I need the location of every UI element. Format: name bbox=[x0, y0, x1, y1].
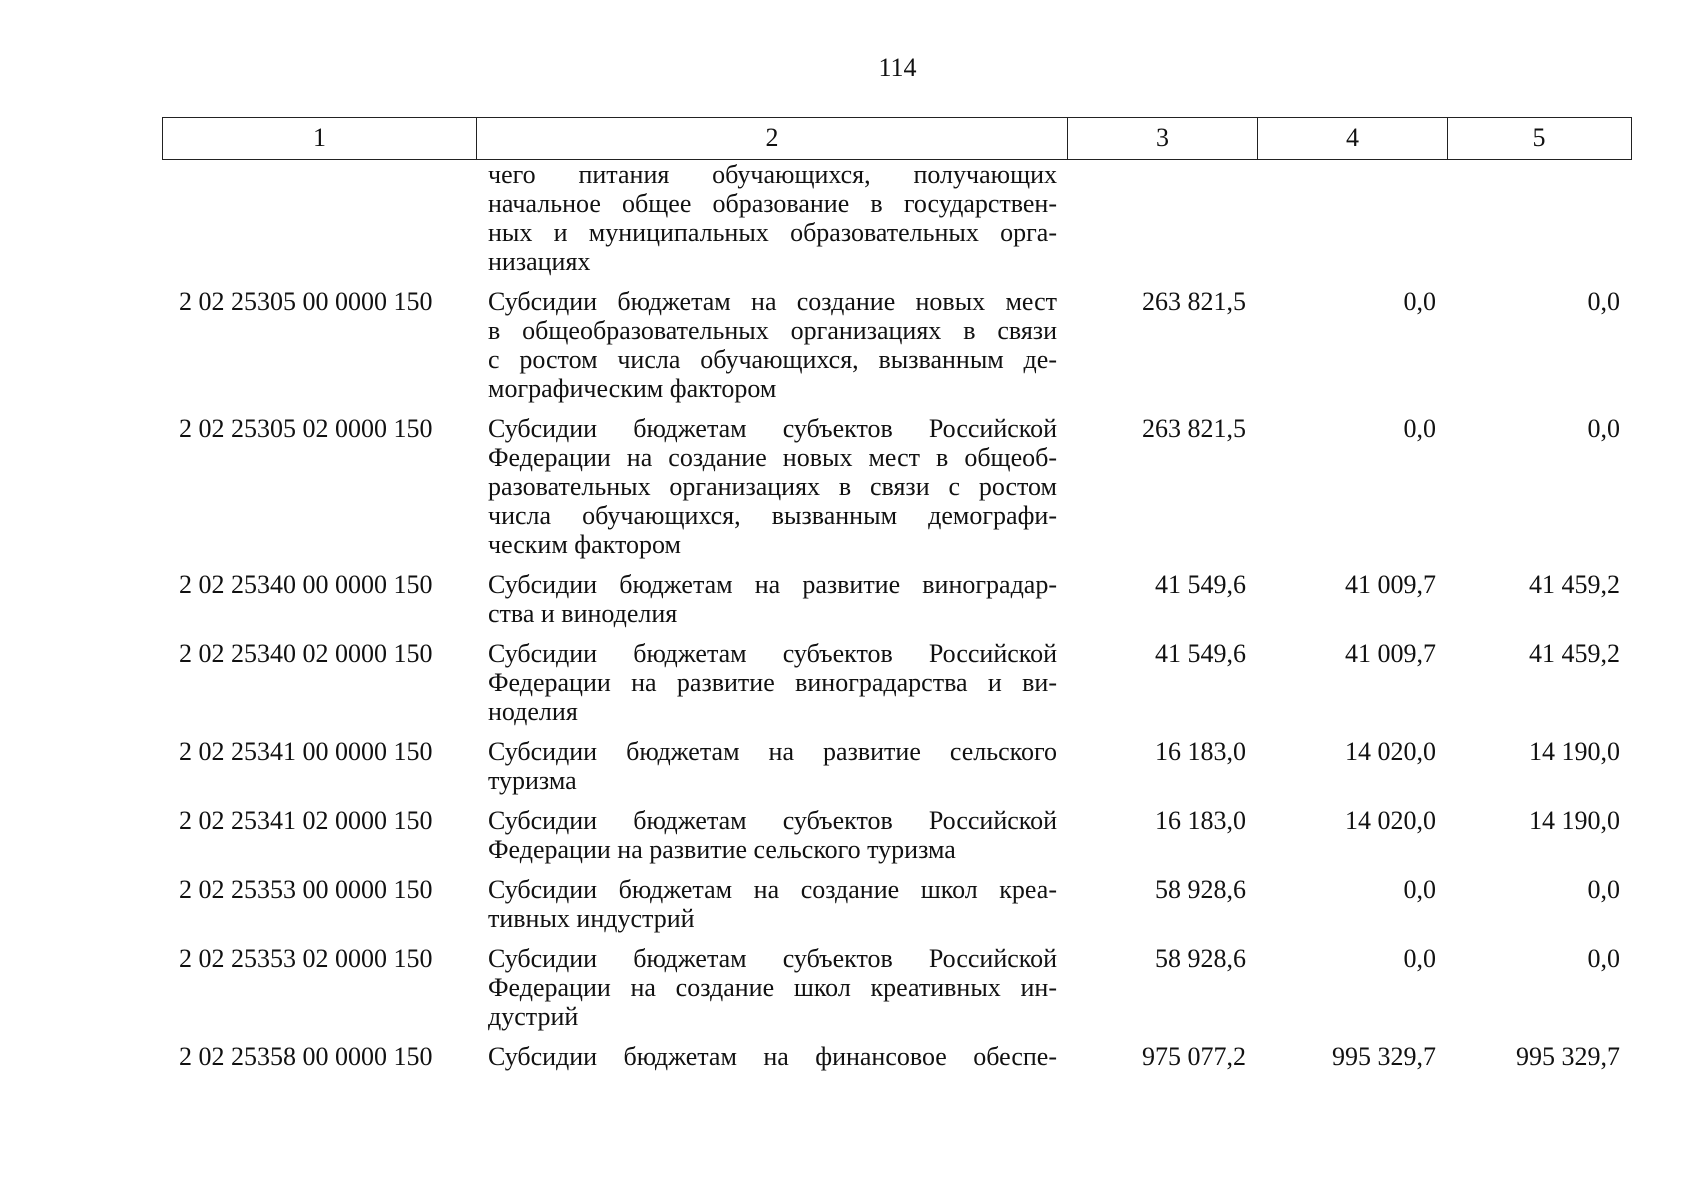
table-row bbox=[162, 875, 1632, 933]
description-line: Субсидии бюджетам на создание школ креа- bbox=[488, 875, 1057, 904]
amount-col-3: 16 183,0 bbox=[1155, 737, 1246, 766]
budget-code: 2 02 25340 02 0000 150 bbox=[179, 639, 433, 668]
description-line: Субсидии бюджетам на развитие сельского bbox=[488, 737, 1057, 766]
table-row bbox=[162, 160, 1632, 276]
amount-col-4: 14 020,0 bbox=[1345, 737, 1436, 766]
description-line: с ростом числа обучающихся, вызванным де- bbox=[488, 345, 1057, 374]
amount-col-4 bbox=[1257, 160, 1447, 276]
amount-col-3: 16 183,0 bbox=[1155, 806, 1246, 835]
description-line: Субсидии бюджетам субъектов Российской bbox=[488, 944, 1057, 973]
budget-code: 2 02 25358 00 0000 150 bbox=[179, 1042, 433, 1071]
description-line: Субсидии бюджетам на финансовое обеспе- bbox=[488, 1042, 1057, 1071]
income-description bbox=[476, 639, 1067, 726]
description-line: ства и виноделия bbox=[488, 599, 678, 628]
amount-col-4: 41 009,7 bbox=[1345, 639, 1436, 668]
table-row bbox=[162, 737, 1632, 795]
description-line: числа обучающихся, вызванным демографи- bbox=[488, 501, 1057, 530]
description-line: начальное общее образование в государствен- bbox=[488, 189, 1057, 218]
description-line: Федерации на создание новых мест в общеоб- bbox=[488, 443, 1057, 472]
description-line: дустрий bbox=[488, 1002, 579, 1031]
description-line: тивных индустрий bbox=[488, 904, 695, 933]
income-description bbox=[476, 1042, 1067, 1071]
income-description bbox=[476, 737, 1067, 795]
page-number: 114 bbox=[878, 53, 917, 82]
income-description bbox=[476, 570, 1067, 628]
amount-col-5 bbox=[1447, 160, 1632, 276]
header-col-3: 3 bbox=[1068, 118, 1258, 159]
description-line: Федерации на развитие виноградарства и ви- bbox=[488, 668, 1057, 697]
income-description bbox=[476, 287, 1067, 403]
table-row bbox=[162, 414, 1632, 559]
income-description bbox=[476, 875, 1067, 933]
amount-col-5: 41 459,2 bbox=[1529, 639, 1620, 668]
table-row bbox=[162, 287, 1632, 403]
amount-col-4: 0,0 bbox=[1403, 287, 1436, 316]
amount-col-4: 41 009,7 bbox=[1345, 570, 1436, 599]
description-line: ноделия bbox=[488, 697, 578, 726]
description-line: Субсидии бюджетам субъектов Российской bbox=[488, 806, 1057, 835]
income-description bbox=[476, 806, 1067, 864]
budget-code: 2 02 25353 00 0000 150 bbox=[179, 875, 433, 904]
amount-col-3: 41 549,6 bbox=[1155, 570, 1246, 599]
amount-col-3: 41 549,6 bbox=[1155, 639, 1246, 668]
amount-col-5: 995 329,7 bbox=[1516, 1042, 1620, 1071]
description-line: Субсидии бюджетам на развитие виноградар- bbox=[488, 570, 1057, 599]
amount-col-3: 263 821,5 bbox=[1142, 287, 1246, 316]
description-line: Федерации на создание школ креативных ин- bbox=[488, 973, 1057, 1002]
income-description bbox=[476, 414, 1067, 559]
amount-col-3: 975 077,2 bbox=[1142, 1042, 1246, 1071]
header-col-2: 2 bbox=[477, 118, 1068, 159]
amount-col-5: 0,0 bbox=[1587, 414, 1620, 443]
amount-col-5: 14 190,0 bbox=[1529, 737, 1620, 766]
amount-col-5: 0,0 bbox=[1587, 287, 1620, 316]
amount-col-3: 58 928,6 bbox=[1155, 944, 1246, 973]
description-line: Субсидии бюджетам субъектов Российской bbox=[488, 414, 1057, 443]
header-col-4: 4 bbox=[1258, 118, 1448, 159]
amount-col-4: 0,0 bbox=[1403, 944, 1436, 973]
table-header bbox=[162, 117, 1632, 160]
description-line: туризма bbox=[488, 766, 577, 795]
description-line: чего питания обучающихся, получающих bbox=[488, 160, 1057, 189]
table-row bbox=[162, 570, 1632, 628]
description-line: низациях bbox=[488, 247, 591, 276]
amount-col-5: 14 190,0 bbox=[1529, 806, 1620, 835]
amount-col-3: 263 821,5 bbox=[1142, 414, 1246, 443]
budget-code: 2 02 25340 00 0000 150 bbox=[179, 570, 433, 599]
amount-col-4: 14 020,0 bbox=[1345, 806, 1436, 835]
amount-col-5: 0,0 bbox=[1587, 875, 1620, 904]
table-row bbox=[162, 1042, 1632, 1071]
amount-col-5: 41 459,2 bbox=[1529, 570, 1620, 599]
budget-code: 2 02 25353 02 0000 150 bbox=[179, 944, 433, 973]
amount-col-3: 58 928,6 bbox=[1155, 875, 1246, 904]
income-description bbox=[476, 160, 1067, 276]
income-description bbox=[476, 944, 1067, 1031]
budget-code: 2 02 25341 00 0000 150 bbox=[179, 737, 433, 766]
description-line: Федерации на развитие сельского туризма bbox=[488, 835, 956, 864]
table-row bbox=[162, 639, 1632, 726]
budget-code: 2 02 25305 02 0000 150 bbox=[179, 414, 433, 443]
amount-col-3 bbox=[1067, 160, 1257, 276]
amount-col-4: 0,0 bbox=[1403, 875, 1436, 904]
amount-col-4: 0,0 bbox=[1403, 414, 1436, 443]
header-col-5: 5 bbox=[1532, 123, 1546, 152]
amount-col-5: 0,0 bbox=[1587, 944, 1620, 973]
description-line: ных и муниципальных образовательных орга- bbox=[488, 218, 1057, 247]
description-line: мографическим фактором bbox=[488, 374, 777, 403]
amount-col-4: 995 329,7 bbox=[1332, 1042, 1436, 1071]
budget-code: 2 02 25341 02 0000 150 bbox=[179, 806, 433, 835]
table-body bbox=[162, 160, 1632, 1071]
description-line: в общеобразовательных организациях в связи bbox=[488, 316, 1057, 345]
description-line: Субсидии бюджетам субъектов Российской bbox=[488, 639, 1057, 668]
table-row bbox=[162, 806, 1632, 864]
description-line: Субсидии бюджетам на создание новых мест bbox=[488, 287, 1057, 316]
header-col-1: 1 bbox=[163, 118, 477, 159]
description-line: разовательных организациях в связи с ростом bbox=[488, 472, 1057, 501]
budget-code bbox=[162, 160, 476, 276]
description-line: ческим фактором bbox=[488, 530, 681, 559]
budget-code: 2 02 25305 00 0000 150 bbox=[179, 287, 433, 316]
table-row bbox=[162, 944, 1632, 1031]
